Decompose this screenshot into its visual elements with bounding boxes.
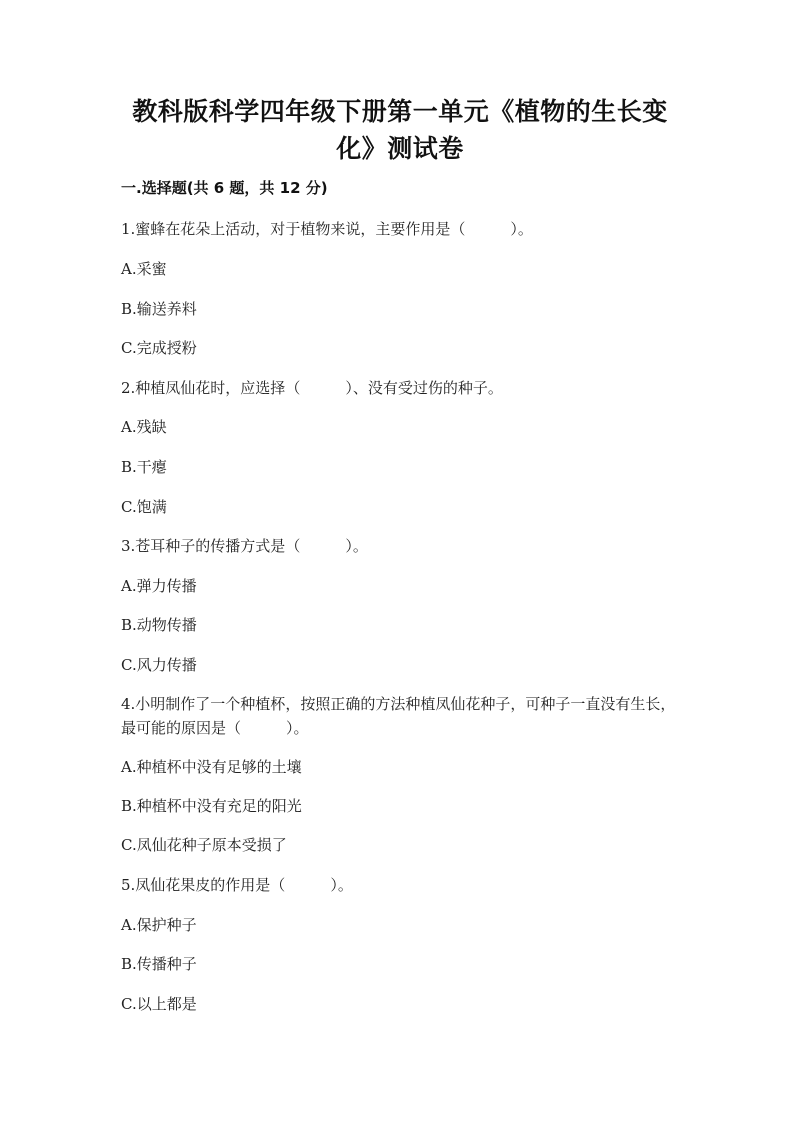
option-item: C.以上都是	[121, 995, 197, 1013]
option-item: A.采蜜	[121, 260, 167, 278]
title-line-1: 教科版科学四年级下册第一单元《植物的生长变	[132, 97, 668, 126]
question-stem: 1.蜜蜂在花朵上活动，对于植物来说，主要作用是（ ）。	[121, 220, 533, 238]
option-item: B.动物传播	[121, 616, 197, 634]
question-stem: 3.苍耳种子的传播方式是（ ）。	[121, 537, 368, 555]
question-stem: 2.种植凤仙花时，应选择（ ）、没有受过伤的种子。	[121, 379, 503, 397]
option-item: C.饱满	[121, 498, 167, 516]
option-item: B.干瘪	[121, 458, 167, 476]
option-item: A.种植杯中没有足够的土壤	[121, 758, 302, 776]
option-item: C.完成授粉	[121, 339, 197, 357]
option-item: A.保护种子	[121, 916, 197, 934]
option-item: C.风力传播	[121, 656, 197, 674]
option-item: B.种植杯中没有充足的阳光	[121, 797, 302, 815]
document-title	[100, 93, 700, 167]
title-line-2: 化》测试卷	[336, 134, 464, 163]
option-item: A.弹力传播	[121, 577, 197, 595]
option-item: A.残缺	[121, 418, 167, 436]
question-stem: 4.小明制作了一个种植杯，按照正确的方法种植凤仙花种子，可种子一直没有生长，最可能的原因是（ ）。	[121, 695, 676, 737]
option-item: C.凤仙花种子原本受损了	[121, 836, 287, 854]
section-heading: 一.选择题(共 6 题，共 12 分)	[121, 179, 328, 197]
option-item: B.传播种子	[121, 955, 197, 973]
option-item: B.输送养料	[121, 300, 197, 318]
question-stem: 5.凤仙花果皮的作用是（ ）。	[121, 876, 353, 894]
